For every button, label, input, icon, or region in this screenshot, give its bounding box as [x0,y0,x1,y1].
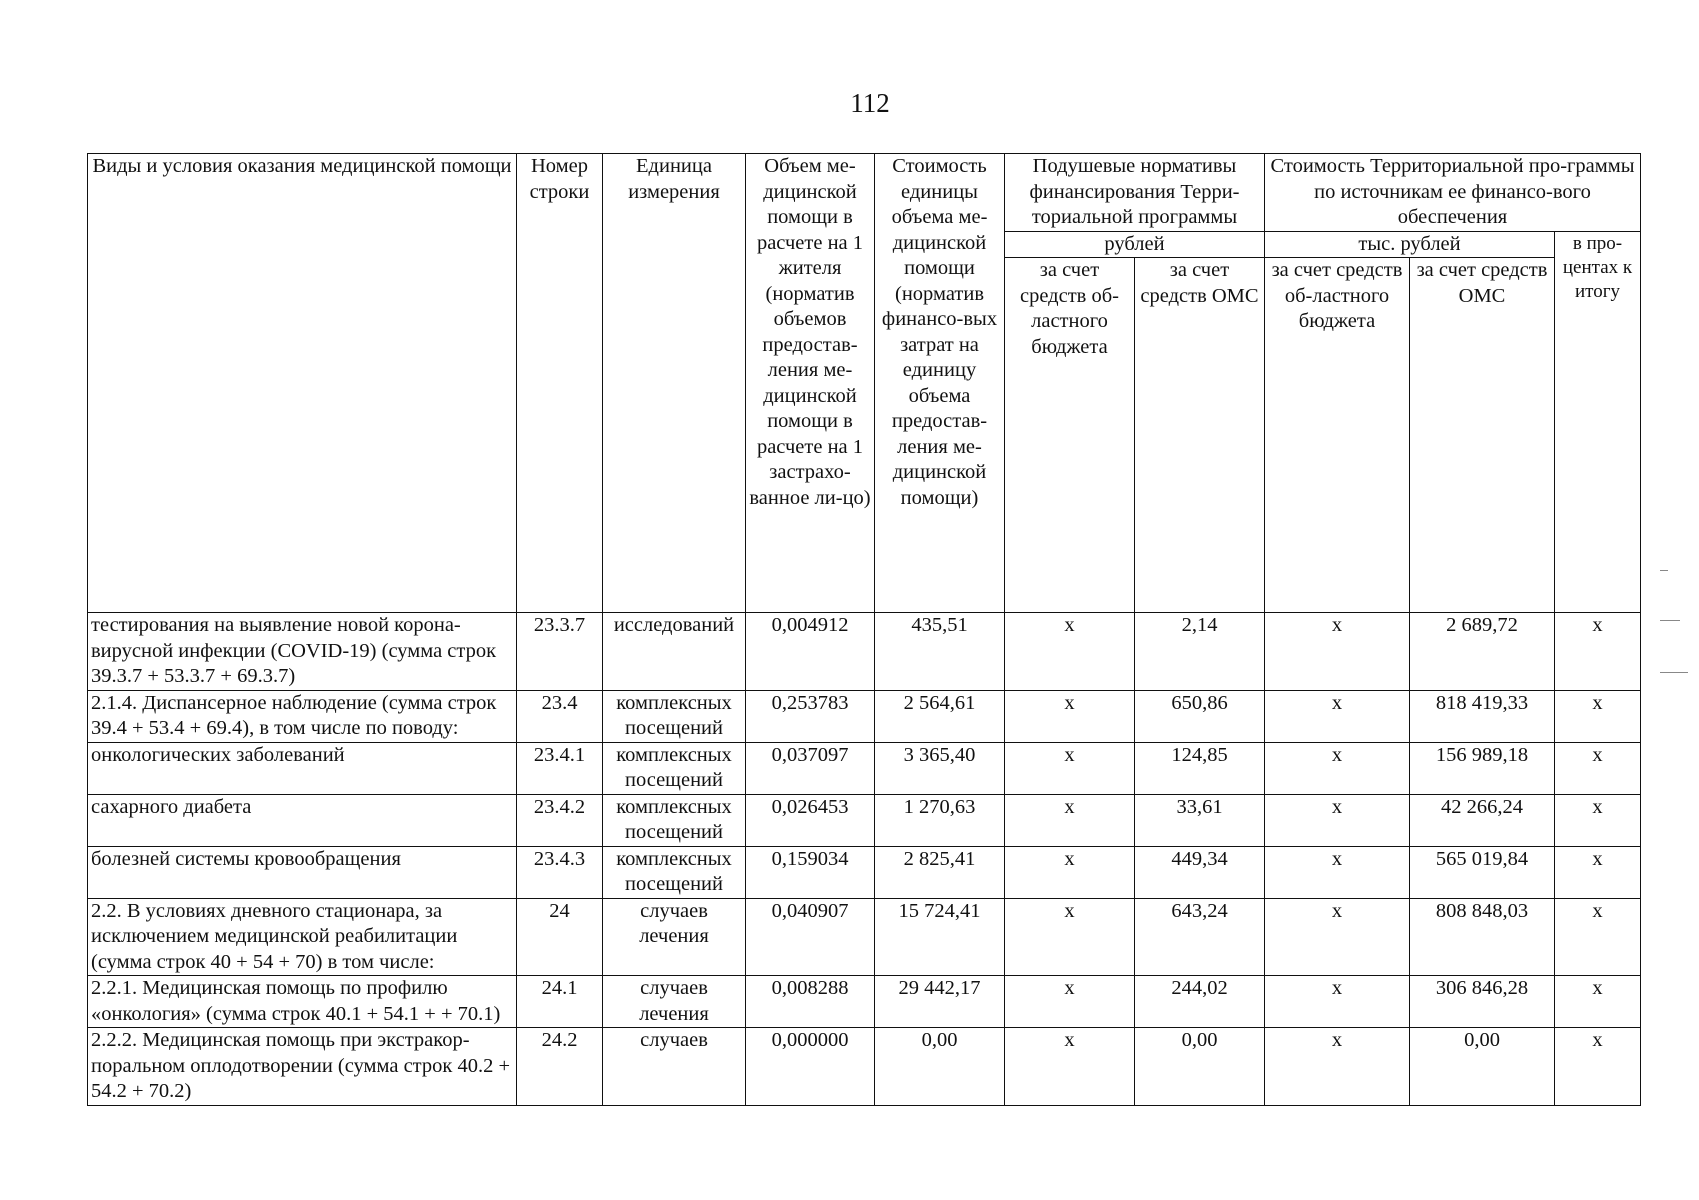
header-cost-budget: за счет средств об-ластного бюджета [1265,258,1410,613]
row-unit-cost: 15 724,41 [875,898,1005,976]
header-unit-rubles: рублей [1005,231,1265,258]
row-cost-oms: 565 019,84 [1410,846,1555,898]
header-row-number: Номер строки [517,154,603,613]
row-number: 23.4 [517,690,603,742]
table-row [88,846,1641,898]
row-cost-oms: 0,00 [1410,1028,1555,1106]
row-number: 23.4.1 [517,742,603,794]
table-row [88,976,1641,1028]
row-percent: х [1555,1028,1641,1106]
row-volume: 0,008288 [746,976,875,1028]
row-norm-budget: х [1005,794,1135,846]
row-number: 24.2 [517,1028,603,1106]
row-percent: х [1555,794,1641,846]
table-row [88,794,1641,846]
row-name: 2.1.4. Диспансерное наблюдение (сумма строк 39.4 + 53.4 + 69.4), в том числе по поводу: [88,690,517,742]
row-cost-oms: 42 266,24 [1410,794,1555,846]
row-volume: 0,253783 [746,690,875,742]
row-percent: х [1555,898,1641,976]
row-unit: комплексных посещений [603,846,746,898]
row-unit-cost: 29 442,17 [875,976,1005,1028]
row-cost-budget: х [1265,976,1410,1028]
row-unit: случаев [603,1028,746,1106]
scan-mark [1660,672,1688,673]
row-cost-oms: 156 989,18 [1410,742,1555,794]
header-row-1 [88,154,1641,232]
row-volume: 0,000000 [746,1028,875,1106]
row-number: 24.1 [517,976,603,1028]
row-name: 2.2.1. Медицинская помощь по профилю «онкология» (сумма строк 40.1 + 54.1 + + 70.1) [88,976,517,1028]
row-norm-oms: 124,85 [1135,742,1265,794]
row-unit: случаев лечения [603,898,746,976]
table-row [88,613,1641,691]
header-unit: Единица измерения [603,154,746,613]
row-unit-cost: 0,00 [875,1028,1005,1106]
row-cost-oms: 808 848,03 [1410,898,1555,976]
row-cost-budget: х [1265,690,1410,742]
row-name: 2.2.2. Медицинская помощь при экстракор-поральном оплодотворении (сумма строк 40.2 + 54.2 + 70.2) [88,1028,517,1106]
row-number: 23.3.7 [517,613,603,691]
row-volume: 0,159034 [746,846,875,898]
row-unit-cost: 2 825,41 [875,846,1005,898]
row-volume: 0,004912 [746,613,875,691]
row-volume: 0,026453 [746,794,875,846]
row-norm-oms: 0,00 [1135,1028,1265,1106]
row-cost-budget: х [1265,1028,1410,1106]
row-number: 24 [517,898,603,976]
header-volume: Объем ме-дицинской помощи в расчете на 1 жителя (норматив объемов предостав-ления ме-дицинской помощи в расчете на 1 застрахо-ванное ли-цо) [746,154,875,613]
row-cost-budget: х [1265,613,1410,691]
row-norm-budget: х [1005,976,1135,1028]
row-cost-oms: 818 419,33 [1410,690,1555,742]
row-cost-budget: х [1265,898,1410,976]
row-norm-oms: 33,61 [1135,794,1265,846]
row-unit-cost: 435,51 [875,613,1005,691]
row-percent: х [1555,690,1641,742]
row-norm-budget: х [1005,846,1135,898]
row-name: сахарного диабета [88,794,517,846]
header-kinds: Виды и условия оказания медицинской помощи [88,154,517,613]
row-norm-budget: х [1005,898,1135,976]
scan-mark [1660,620,1680,621]
header-norm-budget: за счет средств об-ластного бюджета [1005,258,1135,613]
header-percent: в про-центах к итогу [1555,231,1641,613]
row-percent: х [1555,976,1641,1028]
row-volume: 0,040907 [746,898,875,976]
row-unit: случаев лечения [603,976,746,1028]
row-unit: комплексных посещений [603,794,746,846]
row-norm-oms: 643,24 [1135,898,1265,976]
header-unit-thousand-rubles: тыс. рублей [1265,231,1555,258]
row-cost-oms: 306 846,28 [1410,976,1555,1028]
row-number: 23.4.2 [517,794,603,846]
row-norm-oms: 2,14 [1135,613,1265,691]
row-norm-budget: х [1005,1028,1135,1106]
row-unit-cost: 3 365,40 [875,742,1005,794]
row-norm-oms: 244,02 [1135,976,1265,1028]
row-norm-oms: 650,86 [1135,690,1265,742]
row-norm-oms: 449,34 [1135,846,1265,898]
header-per-capita-norms: Подушевые нормативы финансирования Терри-ториальной программы [1005,154,1265,232]
row-percent: х [1555,742,1641,794]
row-unit: комплексных посещений [603,690,746,742]
row-unit: исследований [603,613,746,691]
table-row [88,742,1641,794]
row-number: 23.4.3 [517,846,603,898]
row-percent: х [1555,846,1641,898]
row-norm-budget: х [1005,690,1135,742]
row-cost-budget: х [1265,846,1410,898]
scan-mark [1660,570,1668,571]
table-row [88,898,1641,976]
row-name: тестирования на выявление новой корона-вирусной инфекции (COVID-19) (сумма строк 39.3.7 + 53.3.7 + 69.3.7) [88,613,517,691]
row-name: болезней системы кровообращения [88,846,517,898]
row-percent: х [1555,613,1641,691]
table-row [88,690,1641,742]
row-name: 2.2. В условиях дневного стационара, за исключением медицинской реабилитации (сумма строк 40 + 54 + 70) в том числе: [88,898,517,976]
row-unit-cost: 1 270,63 [875,794,1005,846]
row-norm-budget: х [1005,613,1135,691]
row-name: онкологических заболеваний [88,742,517,794]
page-number: 112 [850,88,890,118]
row-unit: комплексных посещений [603,742,746,794]
header-program-cost: Стоимость Территориальной про-граммы по источникам ее финансо-вого обеспечения [1265,154,1641,232]
row-cost-oms: 2 689,72 [1410,613,1555,691]
header-unit-cost: Стоимость единицы объема ме-дицинской помощи (норматив финансо-вых затрат на единицу объема предостав-ления ме-дицинской помощи) [875,154,1005,613]
row-cost-budget: х [1265,794,1410,846]
financing-table [87,153,1641,1106]
row-volume: 0,037097 [746,742,875,794]
row-unit-cost: 2 564,61 [875,690,1005,742]
header-cost-oms: за счет средств ОМС [1410,258,1555,613]
row-norm-budget: х [1005,742,1135,794]
header-norm-oms: за счет средств ОМС [1135,258,1265,613]
table-row [88,1028,1641,1106]
row-cost-budget: х [1265,742,1410,794]
